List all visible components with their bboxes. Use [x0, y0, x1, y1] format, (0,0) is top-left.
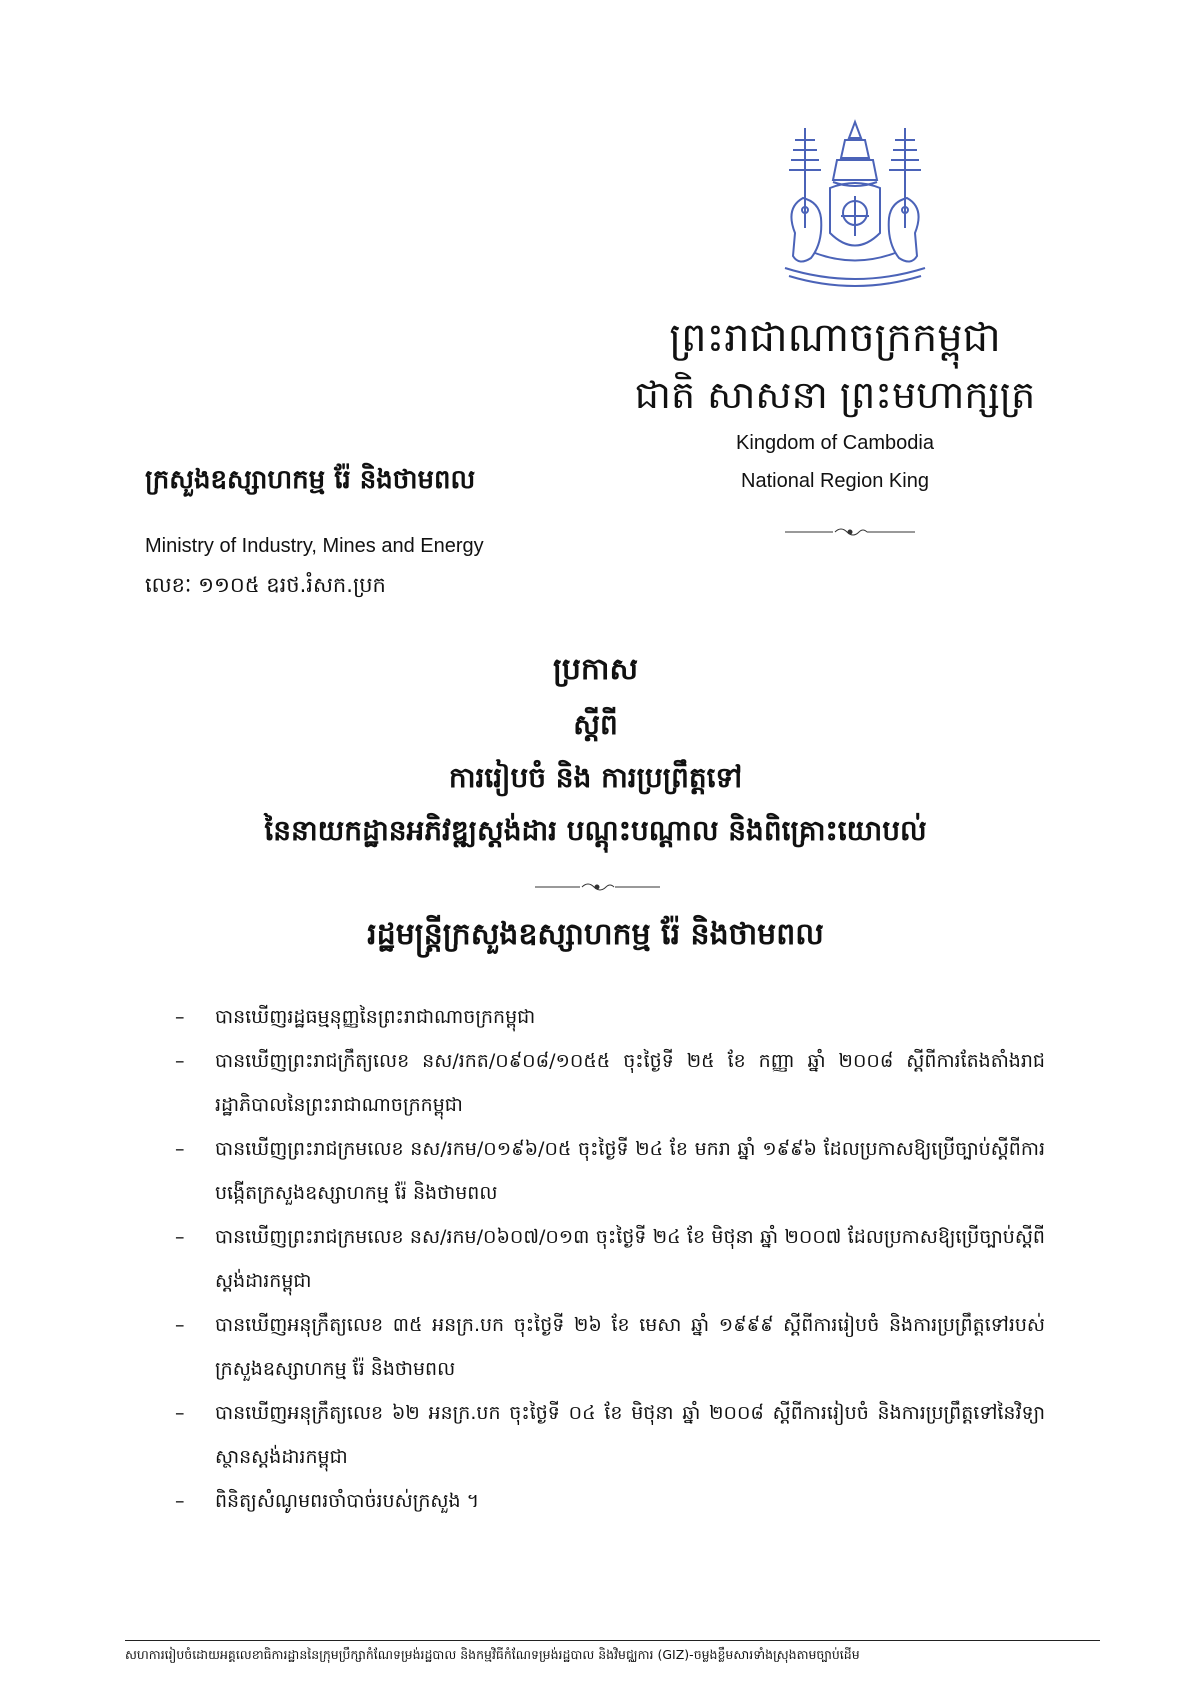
preamble-clause: – ពិនិត្យសំណូមពរចាំបាច់របស់ក្រសួង ។	[175, 1479, 1045, 1523]
reference-number: លេខៈ ១១០៥ ឧរថ.រំសក.ប្រក	[145, 573, 386, 597]
preamble-clause: – បានឃើញរដ្ឋធម្មនុញ្ញនៃព្រះរាជាណាចក្រកម្ពុជា	[175, 995, 1045, 1039]
ornament-divider-icon	[785, 525, 915, 539]
footer-divider	[125, 1640, 1100, 1641]
document-type-title: ប្រកាស	[552, 652, 639, 687]
ministry-name-khmer: ក្រសួងឧស្សាហកម្ម រ៉ែ និងថាមពល	[145, 465, 476, 495]
ministry-name-english: Ministry of Industry, Mines and Energy	[145, 535, 484, 557]
title-subject-line-2: នៃនាយកដ្ឋានអភិវឌ្ឍស្តង់ដារ បណ្តុះបណ្តាល និងពិគ្រោះយោបល់	[264, 814, 927, 847]
footer-note: សហការរៀបចំដោយអគ្គលេខាធិការដ្ឋាននៃក្រុមប្រឹក្សាកំណែទម្រង់រដ្ឋបាល និងកម្មវិធីកំណែទម្រង់រដ្ឋបាល និងវិមជ្ឈការ (GIZ)-ចម្លងខ្លឹមសារទាំងស្រុងតាមច្បាប់ដើម	[125, 1647, 860, 1662]
title-subject-prefix: ស្តីពី	[573, 708, 618, 741]
issuing-authority-title: រដ្ឋមន្ត្រីក្រសួងឧស្សាហកម្ម រ៉ែ និងថាមពល	[367, 917, 824, 952]
kingdom-name-khmer: ព្រះរាជាណាចក្រកម្ពុជា	[669, 315, 1001, 361]
national-motto-khmer: ជាតិ សាសនា ព្រះមហាក្សត្រ	[634, 373, 1036, 417]
preamble-clause: – បានឃើញអនុក្រឹត្យលេខ ៣៥ អនក្រ.បក ចុះថ្ងៃទី ២៦ ខែ មេសា ឆ្នាំ ១៩៩៩ ស្តីពីការរៀបចំ និងការប្រព្រឹត្តទៅរបស់ក្រសួងឧស្សាហកម្ម រ៉ែ និងថាមពល	[175, 1303, 1045, 1391]
preamble-clause-list	[175, 995, 1045, 1523]
preamble-clause: – បានឃើញព្រះរាជក្រមលេខ នស/រកម/០៦០៧/០១៣ ចុះថ្ងៃទី ២៤ ខែ មិថុនា ឆ្នាំ ២០០៧ ដែលប្រកាសឱ្យប្រើច្បាប់ស្តីពីស្តង់ដារកម្ពុជា	[175, 1215, 1045, 1303]
preamble-clause: – បានឃើញព្រះរាជក្រមលេខ នស/រកម/០១៩៦/០៥ ចុះថ្ងៃទី ២៤ ខែ មករា ឆ្នាំ ១៩៩៦ ដែលប្រកាសឱ្យប្រើច្បាប់ស្តីពីការបង្កើតក្រសួងឧស្សាហកម្ម រ៉ែ និងថាមពល	[175, 1127, 1045, 1215]
kingdom-name-english: Kingdom of Cambodia	[736, 432, 934, 454]
preamble-clause: – បានឃើញអនុក្រឹត្យលេខ ៦២ អនក្រ.បក ចុះថ្ងៃទី ០៤ ខែ មិថុនា ឆ្នាំ ២០០៨ ស្តីពីការរៀបចំ និងការប្រព្រឹត្តទៅនៃវិទ្យាស្ថានស្តង់ដារកម្ពុជា	[175, 1391, 1045, 1479]
national-motto-english: National Region King	[741, 470, 929, 492]
preamble-clause: – បានឃើញព្រះរាជក្រឹត្យលេខ នស/រកត/០៩០៨/១០៥៥ ចុះថ្ងៃទី ២៥ ខែ កញ្ញា ឆ្នាំ ២០០៨ ស្តីពីការតែងតាំងរាជរដ្ឋាភិបាលនៃព្រះរាជាណាចក្រកម្ពុជា	[175, 1039, 1045, 1127]
royal-arms-emblem	[775, 118, 935, 293]
ornament-divider-icon	[535, 880, 660, 894]
title-subject-line-1: ការរៀបចំ និង ការប្រព្រឹត្តទៅ	[448, 761, 743, 794]
